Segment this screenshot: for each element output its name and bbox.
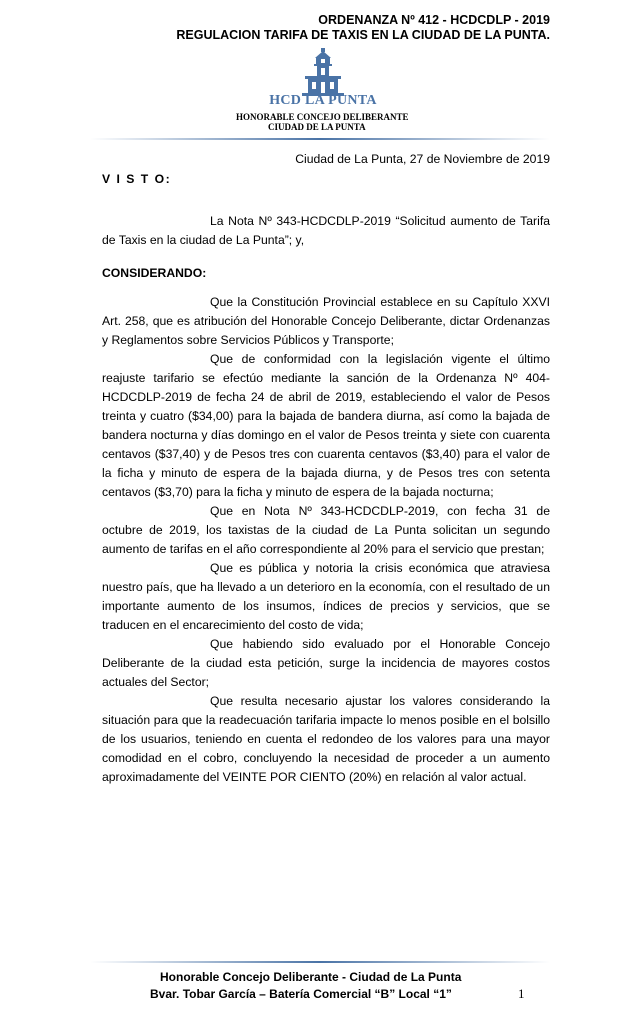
footer-institution: Honorable Concejo Deliberante - Ciudad de La Punta: [160, 970, 462, 984]
paragraph: Que habiendo sido evaluado por el Honorable Concejo Deliberante de la ciudad esta petición, surge la incidencia de mayores costos actuales del Sector;: [102, 637, 550, 689]
footer-divider: [90, 960, 550, 964]
paragraph: Que la Constitución Provincial establece en su Capítulo XXVI Art. 258, que es atribución del Honorable Concejo Deliberante, dictar Ordenanzas y Reglamentos sobre Servicios Públicos y Transporte;: [102, 295, 550, 347]
nota-reference: La Nota Nº 343-HCDCDLP-2019 “Solicitud aumento de Tarifa de Taxis en la ciudad de La Punta”; y,: [102, 214, 550, 247]
header-divider: [90, 137, 550, 141]
ordinance-number: ORDENANZA Nº 412 - HCDCDLP - 2019: [318, 13, 550, 27]
page-number: 1: [518, 986, 525, 1001]
considerando-body: [102, 293, 550, 787]
ordinance-title: REGULACION TARIFA DE TAXIS EN LA CIUDAD DE LA PUNTA.: [176, 28, 550, 42]
footer-address: Bvar. Tobar García – Batería Comercial “B” Local “1”: [150, 987, 452, 1001]
date-line: Ciudad de La Punta, 27 de Noviembre de 2019: [295, 152, 550, 166]
visto-heading: V I S T O:: [102, 172, 172, 186]
logo-text: HCD LA PUNTA: [269, 93, 377, 108]
paragraph: Que de conformidad con la legislación vigente el último reajuste tarifario se efectúo mediante la sanción de la Ordenanza Nº 404-HCDCDLP-2019 de fecha 24 de abril de 2019, estableciendo el valor de Pesos treinta y cuatro ($34,00) para la bajada de bandera diurna, así como la bajada de bandera nocturna y días domingo en el valor de Pesos treinta y siete con cuarenta centavos ($37,40) y de Pesos tres con cuarenta centavos ($3,40) para el valor de la ficha y minuto de espera de la bajada diurna, y de Pesos tres con setenta centavos ($3,70) para la ficha y minuto de espera de la bajada nocturna;: [102, 352, 550, 499]
council-city: CIUDAD DE LA PUNTA: [268, 122, 366, 132]
paragraph: Que en Nota Nº 343-HCDCDLP-2019, con fecha 31 de octubre de 2019, los taxistas de la ciudad de La Punta solicitan un segundo aumento de tarifas en el año correspondiente al 20% para el servicio que prestan;: [102, 504, 550, 556]
paragraph: Que es pública y notoria la crisis económica que atraviesa nuestro país, que ha llevado a un deterioro en la economía, con el resultado de un importante aumento de los insumos, índices de precios y servicios, que se traducen en el encarecimiento del costo de vida;: [102, 561, 550, 632]
council-name: HONORABLE CONCEJO DELIBERANTE: [236, 112, 409, 122]
tower-logo-icon: [300, 48, 346, 98]
paragraph: Que resulta necesario ajustar los valores considerando la situación para que la readecuación tarifaria impacte lo menos posible en el bolsillo de los usuarios, teniendo en cuenta el redondeo de los valores para una mayor comodidad en el cobro, concluyendo la necesidad de proceder a un aumento aproximadamente del VEINTE POR CIENTO (20%) en relación al valor actual.: [102, 694, 550, 784]
considerando-heading: CONSIDERANDO:: [102, 266, 207, 280]
